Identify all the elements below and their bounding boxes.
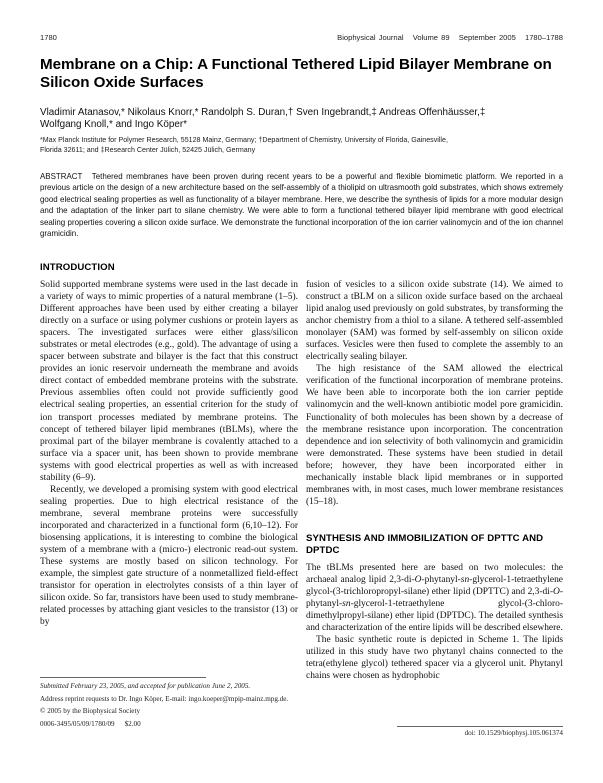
introduction-paragraph-2-continued: fusion of vesicles to a silicon oxide substrate (14). We aimed to construct a tBLM on a silicon oxide surface based on the archaeal lipid analog used previously on gold substrates, by transforming the anchor chemistry from a thiol to a silane. A tethered self-assembled monolayer (SAM) was formed by self-assembly on silicon oxide surfaces. Vesicles were then fused to complete the assembly to an electrically sealing bilayer.	[306, 280, 563, 363]
reprint-address: Address reprint requests to Dr. Ingo Köper, E-mail: ingo.koeper@mpip-mainz.mpg.de.	[40, 694, 289, 703]
italic-run: O	[414, 574, 422, 585]
right-column	[306, 262, 563, 682]
issn: 0006-3495/05/09/1780/09	[40, 720, 115, 729]
text-run: -glycerol-1-tetraethylene glycol-(3-chloro-dimethylpropyl-silane) ether lipid (DPTDC). The detailed synthesis and characterization of the entire lipids will be described elsewhere.	[306, 599, 563, 634]
text-run: -glycerol-1-tetraethylene glycol-(3-trichloropropyl-silane) ether lipid (DPTTC) and 2,3-di-	[306, 574, 563, 597]
synthesis-heading: SYNTHESIS AND IMMOBILIZATION OF DPTTC AND DPTDC	[306, 532, 544, 556]
journal-info	[331, 33, 563, 42]
text-run: The tBLMs presented here are based on two molecules: the archaeal analog lipid 2,3-di-	[306, 562, 563, 585]
abstract-label: ABSTRACT	[40, 172, 83, 181]
journal-volume: Volume 89	[412, 33, 450, 42]
author-line-2: Wolfgang Knoll,* and Ingo Köper*	[40, 119, 187, 131]
text-run: -phytanyl-	[421, 574, 461, 585]
paper-title: Membrane on a Chip: A Functional Tethered Lipid Bilayer Membrane on Silicon Oxide Surfaces	[40, 56, 552, 91]
affiliation-line-1: *Max Planck Institute for Polymer Research, 55128 Mainz, Germany; †Department of Chemistry, University of Florida, Gainesville,	[40, 136, 448, 144]
journal-date: September 2005	[458, 33, 516, 42]
italic-run: sn	[342, 599, 351, 610]
introduction-paragraph-1: Solid supported membrane systems were used in the last decade in a variety of ways to mimic properties of a natural membrane (1–5). Different approaches have been used by either creating a bilayer directly on a surface or using polymer cushions or protein layers as spacers. The investigated surfaces were either glass/silicon substrates or metal electrodes (e.g., gold). The advantage of using a spacer between substrate and bilayer is the fact that this construct provides an ionic reservoir underneath the membrane and avoids direct contact of embedded membrane proteins with the substrate. Previous assemblies often could not provide sufficiently good electrical sealing properties, an essential criterion for the study of ion transport processes mediated by membrane proteins. The concept of tethered bilayer lipid membranes (tBLMs), where the proximal part of the bilayer membrane is covalently attached to a surface via a spacer unit, has been shown to provide membrane systems with good electrical properties as well as with increased stability (6–9).	[40, 280, 298, 483]
introduction-paragraph-3: The high resistance of the SAM allowed the electrical verification of the functional incorporation of membrane proteins. We have been able to incorporate both the ion carrier peptide valinomycin and the well-known antibiotic model pore gramicidin. Functionality of both molecules has been shown by a decrease of the membrane resistance upon incorporation. The concentration dependence and ion selectivity of both valinomycin and gramicidin were demonstrated. These systems have been studied in detail before; however, they have been incorporated either in mechanically instable black lipid membranes or in supported membranes with, in most cases, much lower membrane resistances (15–18).	[306, 364, 563, 507]
journal-pages: 1780–1788	[524, 33, 563, 42]
author-line-1: Vladimir Atanasov,* Nikolaus Knorr,* Randolph S. Duran,† Sven Ingebrandt,‡ Andreas Offenhäusser,‡	[40, 107, 486, 118]
page-number: 1780	[40, 33, 57, 42]
affiliation-line-2: Florida 32611; and ‡Research Center Jülich, 52425 Jülich, Germany	[40, 146, 256, 155]
abstract	[40, 171, 563, 240]
author-list	[40, 107, 563, 132]
running-head	[40, 33, 563, 45]
submission-dates: Submitted February 23, 2005, and accepted for publication June 2, 2005.	[40, 682, 251, 690]
copyright-notice: © 2005 by the Biophysical Society	[40, 707, 141, 716]
abstract-text: Tethered membranes have been proven during recent years to be a powerful and flexible biomimetic platform. We reported in a previous article on the design of a new architecture based on the self-assembly of a thiolipid on ultrasmooth gold substrates, which shows extremely good electrical sealing properties as well as functionality of a bilayer membrane. Here, we describe the synthesis of lipids for a more modular design and the adaptation of the linker part to silane chemistry. We were able to form a functional tethered bilayer lipid membrane with good electrical sealing properties covering a silicon oxide surface. We demonstrate the functional incorporation of the ion carrier valinomycin and of the ion channel gramicidin.	[40, 172, 564, 239]
italic-run: O	[553, 586, 560, 597]
footnote-divider	[40, 677, 206, 678]
price: $2.00	[124, 720, 141, 729]
introduction-heading: INTRODUCTION	[40, 262, 115, 273]
doi-divider	[397, 726, 563, 727]
italic-run: sn	[460, 574, 470, 585]
doi: doi: 10.1529/biophysj.105.061374	[464, 729, 563, 737]
left-column	[40, 262, 298, 628]
synthesis-paragraph-1	[306, 562, 563, 634]
journal-name: Biophysical Journal	[337, 33, 404, 42]
introduction-paragraph-2: Recently, we developed a promising system with good electrical sealing properties. Due to high electrical resistance of the membrane, several membrane proteins were successfully incorporated and characterized in a functional form (6,10–12). For biosensing applications, it is interesting to combine the biological system of a membrane with a (micro-) electronic read-out system. These systems are mostly based on silicon technology. For example, the simplest gate structure of a nonmetallized field-effect transistor for operation in electrolytes consists of a thin layer of silicon oxide. So far, transistors have been used to study membrane-related processes by attaching giant vesicles to the transistor (13) or by	[40, 484, 298, 628]
text-run: -phytanyl-	[306, 586, 563, 610]
affiliations	[40, 135, 563, 155]
footnotes	[40, 681, 298, 732]
issn-line	[40, 719, 298, 729]
synthesis-paragraph-2: The basic synthetic route is depicted in Scheme 1. The lipids utilized in this study have two phytanyl chains connected to the tetra(ethylene glycol) tethered spacer via a glycerol unit. Phytanyl chains were chosen as hydrophobic	[306, 635, 563, 682]
